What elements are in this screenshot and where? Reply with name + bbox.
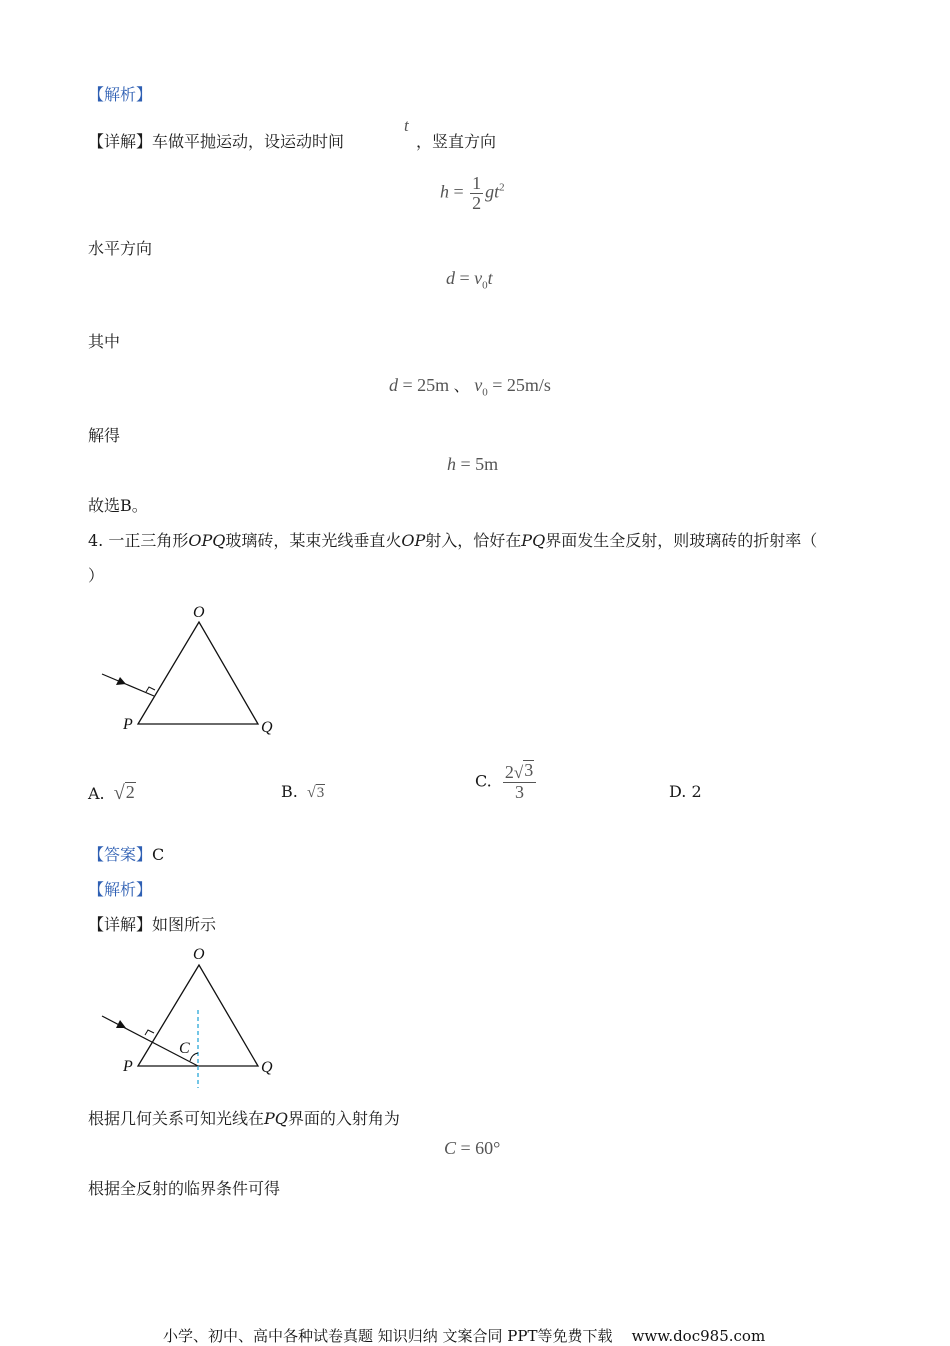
time-variable: t [404,116,409,135]
detail-label: 【详解】 [88,132,153,151]
option-b: B. √ 3 [281,782,325,801]
detail-text-b: ，竖直方向 [416,132,497,151]
detail-line [88,129,344,152]
vertex-label-q-2: Q [261,1059,273,1076]
equation-given: d = 25m 、 $v_0 = 25m/s$ [389,375,551,399]
analysis-label: 【解析】 [88,85,153,104]
angle-label-c: C [179,1040,190,1057]
vertex-label-p-2: P [123,1058,133,1075]
geometry-text: 根据几何关系可知光线在PQ界面的入射角为 [88,1109,400,1128]
equation-vertical: h = $\frac{1}{2}$ $gt^2$ [440,173,505,213]
triangle-figure-question [95,598,285,743]
horizontal-text: 水平方向 [88,239,153,258]
detail-text-a: 车做平抛运动，设运动时间 [152,132,345,151]
equation-horizontal: $d = v_0t$ [446,268,493,292]
where-text: 其中 [88,332,121,351]
triangle-figure-solution [95,940,285,1090]
choose-text: 故选B。 [88,496,148,515]
detail-line-2: 【详解】如图所示 [88,915,217,934]
equation-incidence: C = 60° [444,1138,501,1158]
analysis-label-2: 【解析】 [88,880,153,899]
option-d: D. 2 [669,782,702,801]
equation-result: h = 5m [447,454,499,474]
footer-text: 小学、初中、高中各种试卷真题 知识归纳 文案合同 PPT等免费下载 www.doc985.com [163,1327,766,1345]
option-c: C. 2 √ 3 3 [475,760,538,802]
critical-text: 根据全反射的临界条件可得 [88,1179,281,1198]
answer-line: 【答案】C [88,845,165,864]
footer-site-link[interactable]: www.doc985.com [631,1327,766,1345]
question-4-stem: 4. 一正三角形OPQ玻璃砖，某束光线垂直火OP射入，恰好在PQ界面发生全反射，则玻璃砖的折射率（ [88,531,818,550]
question-4-paren-close: ） [88,566,105,585]
vertex-label-q: Q [261,719,273,736]
vertex-label-p: P [123,716,133,733]
vertex-label-o: O [193,604,205,621]
solve-text: 解得 [88,426,121,445]
option-a: A. √ 2 [88,781,135,804]
vertex-label-o-2: O [193,946,205,963]
